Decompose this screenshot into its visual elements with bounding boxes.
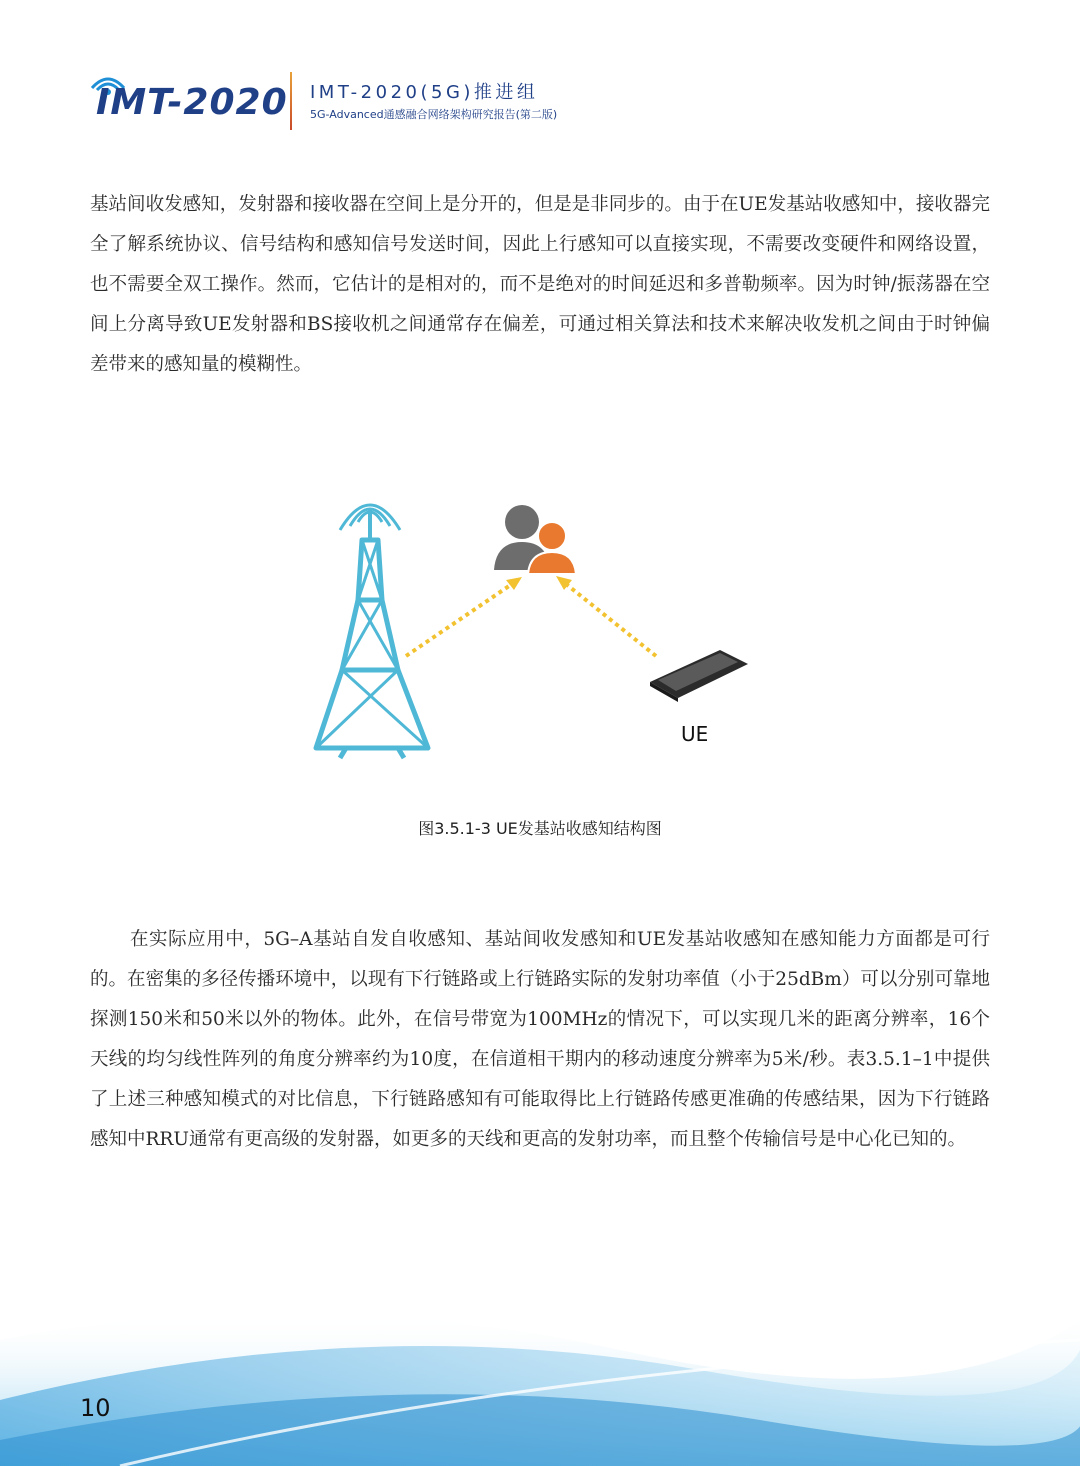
ue-label: UE: [681, 722, 709, 746]
body-paragraph-2: 在实际应用中，5G–A基站自发自收感知、基站间收发感知和UE发基站收感知在感知能力方面都是可行的。在密集的多径传播环境中，以现有下行链路或上行链路实际的发射功率值（小于25dBm）可以分别可靠地探测150米和50米以外的物体。此外，在信号带宽为100MHz的情况下，可以实现几米的距离分辨率，16个天线的均匀线性阵列的角度分辨率约为10度，在信道相干期内的移动速度分辨率为5米/秒。表3.5.1–1中提供了上述三种感知模式的对比信息，下行链路感知有可能取得比上行链路传感更准确的传感结果，因为下行链路感知中RRU通常有更高级的发射器，如更多的天线和更高的发射功率，而且整个传输信号是中心化已知的。: [90, 929, 990, 1150]
people-target-icon: [494, 505, 576, 574]
header-title: IMT-2020(5G)推进组: [310, 82, 539, 103]
page-header: [88, 62, 708, 138]
header-subtitle: 5G-Advanced通感融合网络架构研究报告(第二版): [310, 108, 558, 121]
sensing-arrow-tower: [406, 577, 522, 656]
body-paragraph-1: 基站间收发感知，发射器和接收器在空间上是分开的，但是是非同步的。由于在UE发基站收感知中，接收器完全了解系统协议、信号结构和感知信号发送时间，因此上行感知可以直接实现，不需要改变硬件和网络设置，也不需要全双工操作。然而，它估计的是相对的，而不是绝对的时间延迟和多普勒频率。因为时钟/振荡器在空间上分离导致UE发射器和BS接收机之间通常存在偏差，可通过相关算法和技术来解决收发机之间由于时钟偏差带来的感知量的模糊性。: [90, 194, 990, 375]
imt2020-logo: [88, 62, 288, 138]
logo-text: IMT-2020: [96, 82, 288, 123]
page-number: 10: [80, 1394, 111, 1422]
smartphone-icon: [650, 650, 748, 702]
header-divider: [290, 72, 292, 130]
cell-tower-icon: [316, 505, 428, 758]
sensing-arrow-ue: [556, 576, 656, 656]
figure-caption: 图3.5.1-3 UE发基站收感知结构图: [418, 819, 662, 838]
footer-wave-decoration: [0, 1250, 1080, 1466]
